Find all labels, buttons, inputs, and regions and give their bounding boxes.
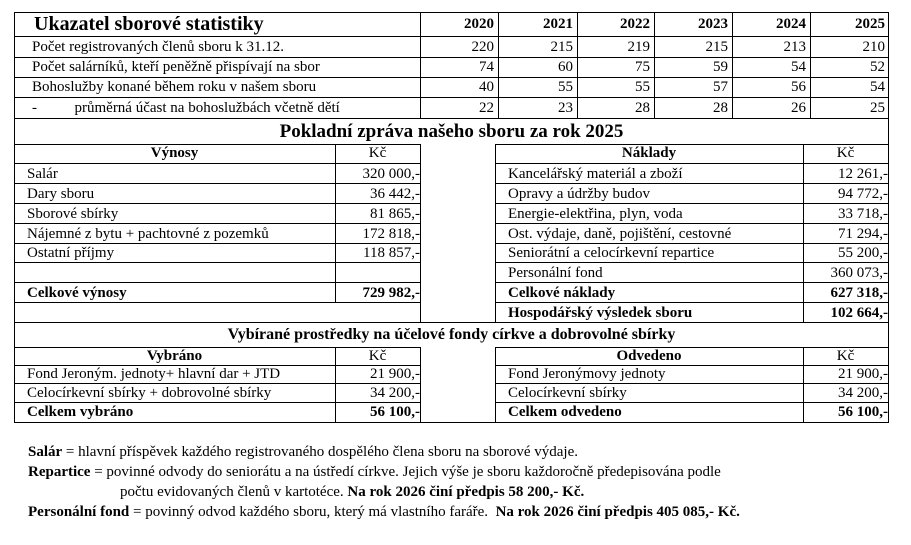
expense-label: Ost. výdaje, daně, pojištění, cestovné [508, 226, 732, 242]
funds-title: Vybírané prostředky na účelové fondy církve a dobrovolné sbírky [227, 326, 676, 343]
grid-line [14, 322, 889, 323]
income-currency-header: Kč [368, 145, 387, 161]
income-header: Výnosy [150, 145, 199, 161]
collected-label: Celocírkevní sbírky + dobrovolné sbírky [27, 385, 272, 401]
remitted-total-label: Celkem odvedeno [508, 404, 622, 420]
note-text: počtu evidovaných členů v kartotéce. [120, 484, 348, 500]
remitted-currency-header: Kč [836, 348, 855, 364]
remitted-header: Odvedeno [616, 348, 682, 364]
note-repartice [28, 462, 721, 482]
income-label: Sborové sbírky [27, 206, 119, 222]
income-label: Dary sboru [27, 186, 95, 202]
note-text: = povinný odvod každého sboru, který má vlastního faráře. [129, 504, 496, 520]
note-term: Personální fond [28, 504, 130, 520]
stats-value: 220 [471, 39, 494, 55]
collected-total-label: Celkem vybráno [27, 404, 134, 420]
note-personal-fund [28, 502, 740, 522]
remitted-total-value: 56 100,- [838, 404, 888, 420]
year-header: 2021 [543, 16, 573, 32]
year-header: 2020 [464, 16, 494, 32]
collected-value: 21 900,- [370, 366, 420, 382]
income-value: 36 442,- [370, 186, 420, 202]
stats-value: 215 [550, 39, 573, 55]
grid-line [495, 144, 496, 322]
expense-value: 55 200,- [838, 245, 888, 261]
income-total-value: 729 982,- [362, 285, 420, 301]
expenses-total-value: 627 318,- [830, 285, 888, 301]
remitted-value: 21 900,- [838, 366, 888, 382]
economic-result-label: Hospodářský výsledek sboru [508, 305, 693, 321]
income-label: Nájemné z bytu + pachtovné z pozemků [27, 226, 269, 242]
economic-result-value: 102 664,- [830, 305, 888, 321]
stats-row-label: Počet registrovaných členů sboru k 31.12. [32, 39, 285, 55]
expense-label: Opravy a údržby budov [508, 186, 651, 202]
expense-label: Energie-elektřina, plyn, voda [508, 206, 683, 222]
stats-value: 55 [635, 79, 650, 95]
income-value: 118 857,- [363, 245, 420, 261]
stats-value: 60 [558, 59, 573, 75]
expense-label: Personální fond [508, 265, 603, 281]
stats-value: 28 [713, 100, 728, 116]
collected-header: Vybráno [146, 348, 203, 364]
note-term: Salár [28, 444, 63, 460]
stats-value: 215 [705, 39, 728, 55]
grid-line [420, 144, 421, 322]
stats-value: 52 [870, 59, 885, 75]
expenses-currency-header: Kč [836, 145, 855, 161]
stats-row-label: Bohoslužby konané během roku v našem sboru [32, 79, 317, 95]
stats-title: Ukazatel sborové statistiky [34, 13, 264, 35]
stats-value: 75 [635, 59, 650, 75]
note-repartice-continued [120, 482, 584, 502]
expenses-total-label: Celkové náklady [508, 285, 616, 301]
note-bold-text: Na rok 2026 činí předpis 405 085,- Kč. [495, 504, 740, 520]
expense-value: 12 261,- [838, 166, 888, 182]
report-title: Pokladní zpráva našeho sboru za rok 2025 [279, 121, 624, 142]
stats-value: 213 [783, 39, 806, 55]
note-salar [28, 442, 578, 462]
stats-value: 54 [870, 79, 885, 95]
expense-label: Kancelářský materiál a zboží [508, 166, 683, 182]
stats-value: 25 [870, 100, 885, 116]
remitted-value: 34 200,- [838, 385, 888, 401]
year-header: 2023 [698, 16, 728, 32]
expense-value: 360 073,- [830, 265, 888, 281]
note-text: = povinné odvody do seniorátu a na ústředí církve. Jejich výše je sboru každoročně předepisována podle [90, 464, 721, 480]
stats-value: 56 [791, 79, 806, 95]
income-value: 172 818,- [362, 226, 420, 242]
expense-value: 33 718,- [838, 206, 888, 222]
expense-value: 71 294,- [838, 226, 888, 242]
grid-line [14, 422, 889, 423]
expense-value: 94 772,- [838, 186, 888, 202]
stats-value: 74 [479, 59, 494, 75]
stats-value: 210 [862, 39, 885, 55]
collected-total-value: 56 100,- [370, 404, 420, 420]
stats-value: 57 [713, 79, 728, 95]
year-header: 2022 [620, 16, 650, 32]
income-label: Salár [27, 166, 58, 182]
stats-value: 28 [635, 100, 650, 116]
income-value: 320 000,- [362, 166, 420, 182]
grid-line [420, 347, 421, 422]
remitted-label: Fond Jeronýmovy jednoty [508, 366, 666, 382]
year-header: 2025 [855, 16, 885, 32]
remitted-label: Celocírkevní sbírky [508, 385, 627, 401]
expenses-header: Náklady [621, 145, 677, 161]
note-term: Repartice [28, 464, 91, 480]
collected-currency-header: Kč [368, 348, 387, 364]
stats-value: 26 [791, 100, 806, 116]
year-header: 2024 [776, 16, 806, 32]
stats-value: 219 [627, 39, 650, 55]
collected-value: 34 200,- [370, 385, 420, 401]
stats-value: 23 [558, 100, 573, 116]
note-bold-text: Na rok 2026 činí předpis 58 200,- Kč. [347, 484, 585, 500]
stats-value: 55 [558, 79, 573, 95]
stats-value: 59 [713, 59, 728, 75]
stats-row-label: Počet salárníků, kteří peněžně přispívají na sbor [32, 59, 320, 75]
income-total-label: Celkové výnosy [27, 285, 127, 301]
stats-row-label: - průměrná účast na bohoslužbách včetně dětí [32, 100, 340, 116]
income-value: 81 865,- [370, 206, 420, 222]
note-text: = hlavní příspěvek každého registrovaného dospělého člena sboru na sborové výdaje. [62, 444, 578, 460]
stats-value: 40 [479, 79, 494, 95]
collected-label: Fond Jeroným. jednoty+ hlavní dar + JTD [27, 366, 281, 382]
expense-label: Seniorátní a celocírkevní repartice [508, 245, 715, 261]
income-label: Ostatní příjmy [27, 245, 115, 261]
stats-value: 54 [791, 59, 806, 75]
grid-line [888, 12, 889, 423]
stats-value: 22 [479, 100, 494, 116]
